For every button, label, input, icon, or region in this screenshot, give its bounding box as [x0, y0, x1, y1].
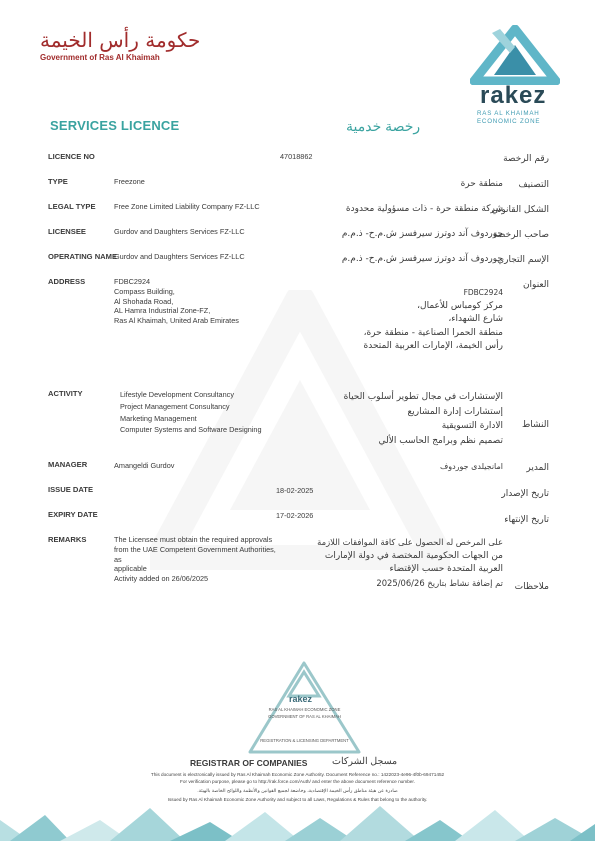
- issue-date-label: ISSUE DATE: [48, 485, 94, 494]
- address-value: [114, 277, 284, 326]
- address-line: Al Shohada Road,: [114, 296, 174, 306]
- remarks-line-arabic: من الجهات الحكومية المختصة في دولة الإمارات: [324, 550, 503, 561]
- type-label: TYPE: [48, 177, 68, 186]
- licence-no-value: 47018862: [280, 152, 313, 161]
- activity-item-arabic: الإستشارات في مجال تطوير أسلوب الحياة: [343, 392, 503, 402]
- legal-type-label: LEGAL TYPE: [48, 202, 96, 211]
- activity-value-arabic: [303, 390, 503, 448]
- remarks-line: Activity added on 26/06/2025: [114, 574, 209, 584]
- address-line: FDBC2924: [114, 277, 151, 286]
- manager-value: Amangeldi Gurdov: [114, 461, 175, 470]
- registrar-title-arabic: مسجل الشركات: [332, 756, 398, 767]
- operating-name-label-arabic: الإسم التجاري: [497, 255, 549, 265]
- operating-name-value-arabic: جوردوف آند دوترز سيرفسز ش.م.ح- ذ.م.م: [341, 254, 503, 264]
- remarks-line: from the UAE Competent Government Authorities, as: [114, 544, 276, 564]
- activity-item-arabic: إستشارات إدارة المشاريع: [407, 406, 503, 417]
- issue-date-label-arabic: تاريخ الإصدار: [501, 489, 549, 499]
- expiry-date-label-arabic: تاريخ الإنتهاء: [504, 515, 549, 525]
- activity-label-arabic: النشاط: [521, 420, 549, 430]
- licensee-value: Gurdov and Daughters Services FZ-LLC: [114, 227, 245, 236]
- remarks-line: The Licensee must obtain the required approvals: [114, 535, 273, 544]
- document-title-arabic: رخصة خدمية: [346, 118, 421, 134]
- licensee-label-arabic: صاحب الرخصة: [492, 230, 549, 240]
- verification-note: For verification purpose, please go to http://rak.force.com/Auth/ and enter the above document reference number.: [179, 779, 416, 784]
- address-line: Compass Building,: [114, 286, 175, 296]
- address-line-arabic: منطقة الحمرا الصناعية - منطقة حرة،: [363, 327, 503, 338]
- remarks-line-arabic: على المرخص له الحصول على كافة الموافقات اللازمة: [317, 537, 503, 547]
- licence-no-label-arabic: رقم الرخصة: [503, 154, 549, 164]
- activity-item-arabic: الادارة التسويقية: [441, 421, 503, 431]
- activity-item: Project Management Consultancy: [120, 401, 230, 411]
- stamp-line-3: REGISTRATION & LICENSING DEPARTMENT: [260, 738, 349, 743]
- address-value-arabic: [303, 286, 503, 354]
- activity-label: ACTIVITY: [48, 389, 83, 398]
- legal-type-value: Free Zone Limited Liability Company FZ-LLC: [114, 202, 260, 211]
- manager-label: MANAGER: [48, 460, 88, 469]
- expiry-date-value: 17-02-2026: [276, 511, 314, 520]
- licensee-label: LICENSEE: [48, 227, 86, 236]
- rakez-subtitle: RAS AL KHAIMAH ECONOMIC ZONE: [477, 110, 541, 125]
- address-line-arabic: شارع الشهداء،: [448, 314, 503, 324]
- address-label-arabic: العنوان: [522, 280, 549, 290]
- type-value-arabic: منطقة حرة: [460, 179, 503, 189]
- legal-type-label-arabic: الشكل القانوني: [491, 205, 549, 215]
- type-value: Freezone: [114, 177, 145, 186]
- activity-value: [120, 389, 300, 436]
- address-line-arabic: رأس الخيمة، الإمارات العربية المتحدة: [363, 341, 503, 351]
- manager-value-arabic: امانجيلدى جوردوف: [439, 462, 503, 471]
- government-logo-arabic: حكومة رأس الخيمة: [40, 28, 201, 52]
- activity-item: Computer Systems and Software Designing: [120, 425, 262, 435]
- government-logo-english: Government of Ras Al Khaimah: [40, 53, 160, 62]
- address-line: Ras Al Khaimah, United Arab Emirates: [114, 316, 239, 326]
- remarks-value-arabic: [298, 536, 503, 590]
- issue-date-value: 18-02-2025: [276, 486, 314, 495]
- remarks-label: REMARKS: [48, 535, 87, 544]
- manager-label-arabic: المدير: [526, 463, 549, 473]
- stamp-line-2: GOVERNMENT OF RAS AL KHAIMAH: [268, 714, 341, 719]
- address-line-arabic: FDBC2924: [463, 288, 503, 297]
- activity-item: Marketing Management: [120, 413, 197, 423]
- authority-note-arabic: صادرة عن هيئة مناطق رأس الخيمة الإقتصادية، وخاضعة لجميع القوانين والأنظمة واللوائح الخاصة بالهيئة.: [197, 789, 398, 794]
- remarks-label-arabic: ملاحظات: [514, 582, 549, 592]
- activity-item-arabic: تصميم نظم وبرامج الحاسب الألي: [378, 435, 503, 446]
- rakez-wordmark: rakez: [480, 82, 547, 109]
- expiry-date-label: EXPIRY DATE: [48, 510, 98, 519]
- address-label: ADDRESS: [48, 277, 86, 286]
- operating-name-label: OPERATING NAME: [48, 252, 118, 261]
- registrar-title: REGISTRAR OF COMPANIES: [190, 758, 308, 768]
- address-line-arabic: مركز كومباس للأعمال،: [417, 300, 503, 311]
- remarks-value: [114, 535, 284, 584]
- stamp-wordmark: rakez: [289, 694, 313, 704]
- footer-pattern: [0, 800, 595, 841]
- stamp-line-1: RAS AL KHAIMAH ECONOMIC ZONE: [268, 707, 341, 712]
- address-line: AL Hamra Industrial Zone-FZ,: [114, 306, 211, 316]
- activity-item: Lifestyle Development Consultancy: [120, 390, 234, 399]
- rakez-logo-icon: [470, 25, 560, 85]
- operating-name-value: Gurdov and Daughters Services FZ-LLC: [114, 252, 245, 261]
- document-title-english: SERVICES LICENCE: [50, 118, 180, 133]
- authority-note: Issued by Ras Al Khaimah Economic Zone Authority and subject to all Laws, Regulations & Rules that belong to the authority.: [167, 797, 428, 802]
- electronic-issue-note: This document is electronically issued by Ras Al Khaimah Economic Zone Authority. Document Reference no.: 1422023-4e96-4f0b-69471452: [150, 772, 445, 777]
- legal-type-value-arabic: شركة منطقة حرة - ذات مسؤولية محدودة: [345, 204, 503, 214]
- licensee-value-arabic: جوردوف آند دوترز سيرفسز ش.م.ح- ذ.م.م: [341, 229, 503, 239]
- remarks-line: applicable: [114, 564, 147, 574]
- remarks-line-arabic: العربية المتحدة حسب الإقتضاء: [389, 564, 503, 574]
- type-label-arabic: التصنيف: [518, 180, 549, 190]
- remarks-line-arabic: تم إضافة نشاط بتاريخ 2025/06/26: [376, 577, 503, 588]
- licence-no-label: LICENCE NO: [48, 152, 95, 161]
